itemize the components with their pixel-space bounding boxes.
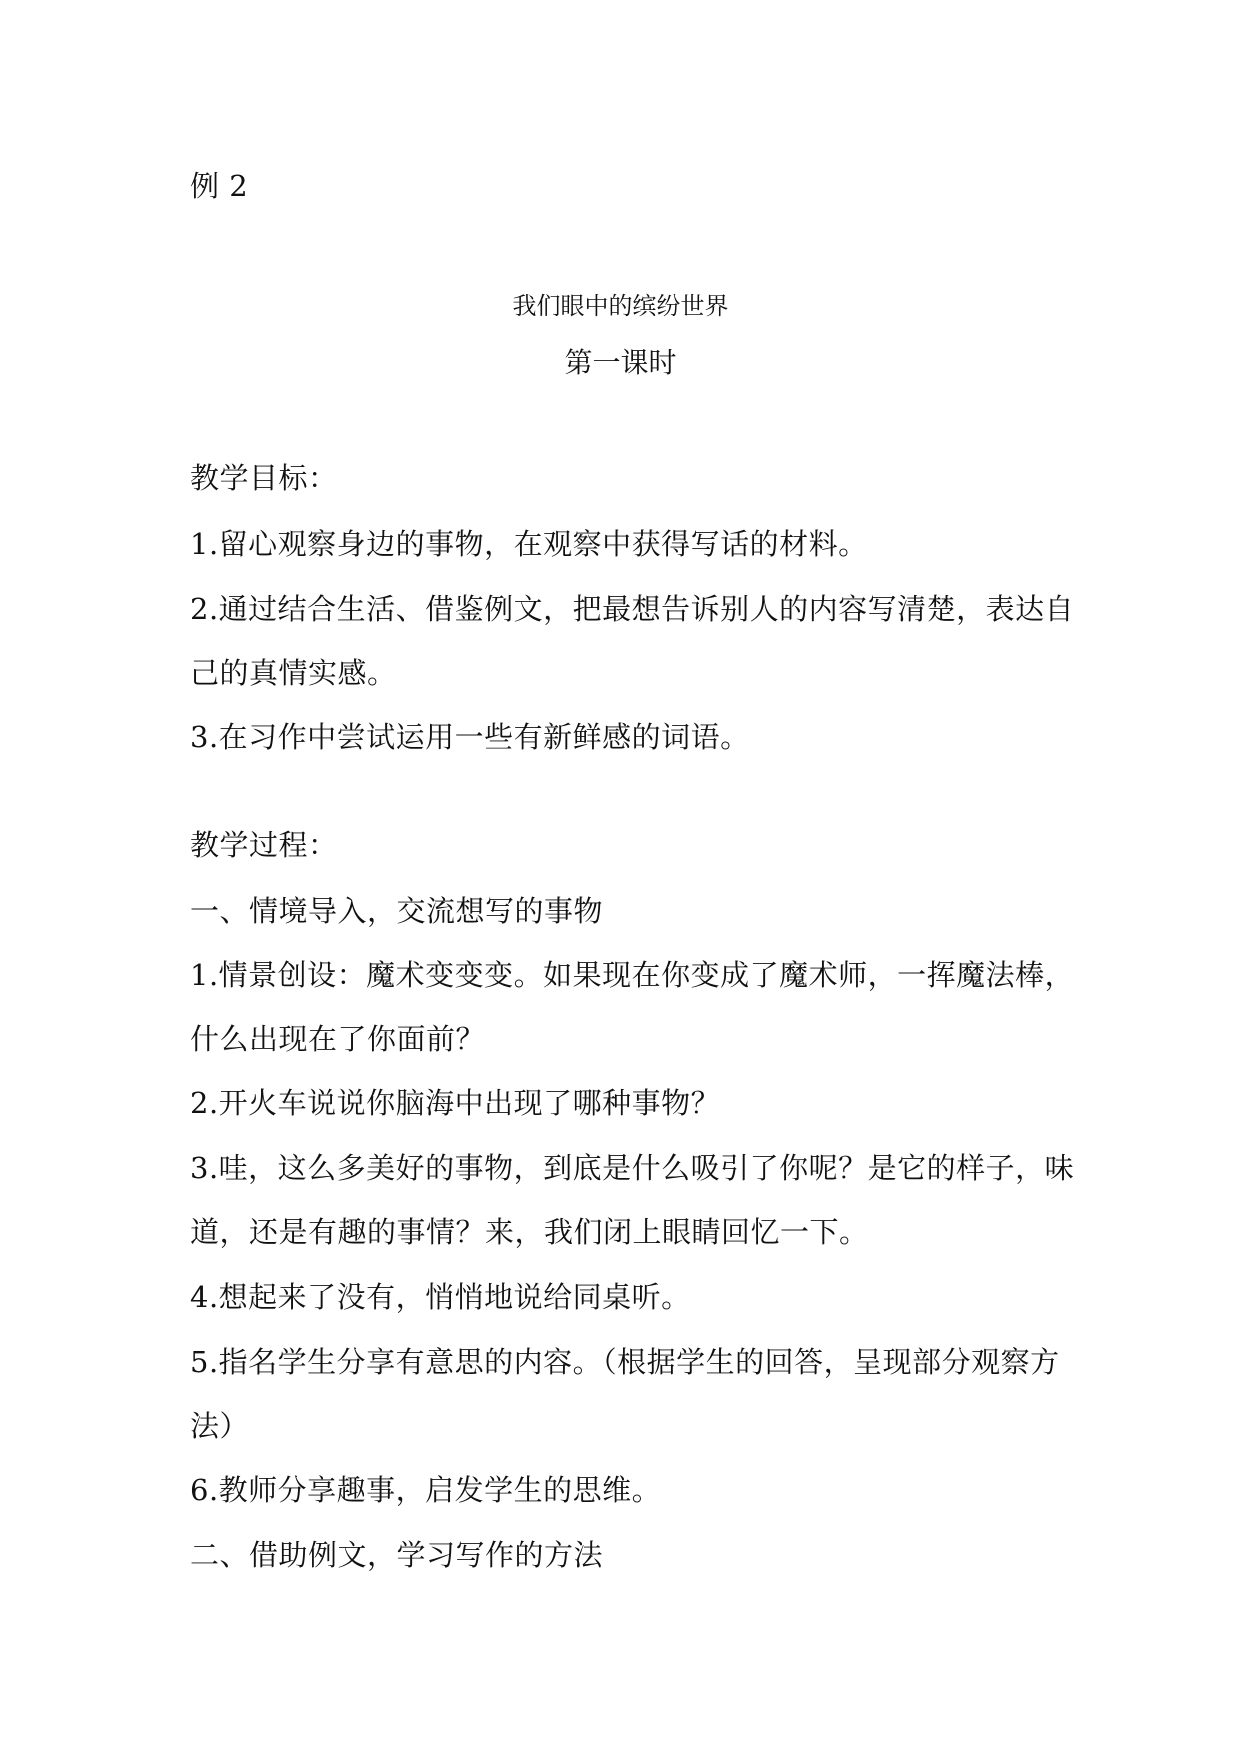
process-line: 6.教师分享趣事，启发学生的思维。 bbox=[190, 1473, 662, 1507]
objective-line: 3.在习作中尝试运用一些有新鲜感的词语。 bbox=[190, 720, 750, 754]
process-line: 1.情景创设：魔术变变变。如果现在你变成了魔术师，一挥魔法棒， bbox=[190, 958, 1075, 992]
objective-line: 己的真情实感。 bbox=[190, 656, 397, 690]
section-title: 二、借助例文，学习写作的方法 bbox=[190, 1538, 604, 1572]
process-line: 法） bbox=[190, 1409, 250, 1443]
document-title: 我们眼中的缤纷世界 bbox=[512, 292, 729, 320]
process-line: 什么出现在了你面前？ bbox=[190, 1022, 486, 1056]
process-line: 3.哇，这么多美好的事物，到底是什么吸引了你呢？是它的样子，味 bbox=[190, 1151, 1075, 1185]
process-line: 2.开火车说说你脑海中出现了哪种事物？ bbox=[190, 1086, 721, 1120]
process-line: 4.想起来了没有，悄悄地说给同桌听。 bbox=[190, 1280, 691, 1314]
lesson-subtitle: 第一课时 bbox=[564, 346, 677, 379]
objectives-heading: 教学目标： bbox=[190, 461, 338, 495]
process-line: 道，还是有趣的事情？来，我们闭上眼睛回忆一下。 bbox=[190, 1215, 869, 1249]
process-heading: 教学过程： bbox=[190, 828, 338, 862]
objective-line: 1.留心观察身边的事物，在观察中获得写话的材料。 bbox=[190, 527, 868, 561]
objective-line: 2.通过结合生活、借鉴例文，把最想告诉别人的内容写清楚，表达自 bbox=[190, 592, 1075, 626]
section-title: 一、情境导入，交流想写的事物 bbox=[190, 894, 604, 928]
example-label: 例 2 bbox=[190, 169, 249, 203]
process-line: 5.指名学生分享有意思的内容。（根据学生的回答，呈现部分观察方 bbox=[190, 1345, 1060, 1379]
